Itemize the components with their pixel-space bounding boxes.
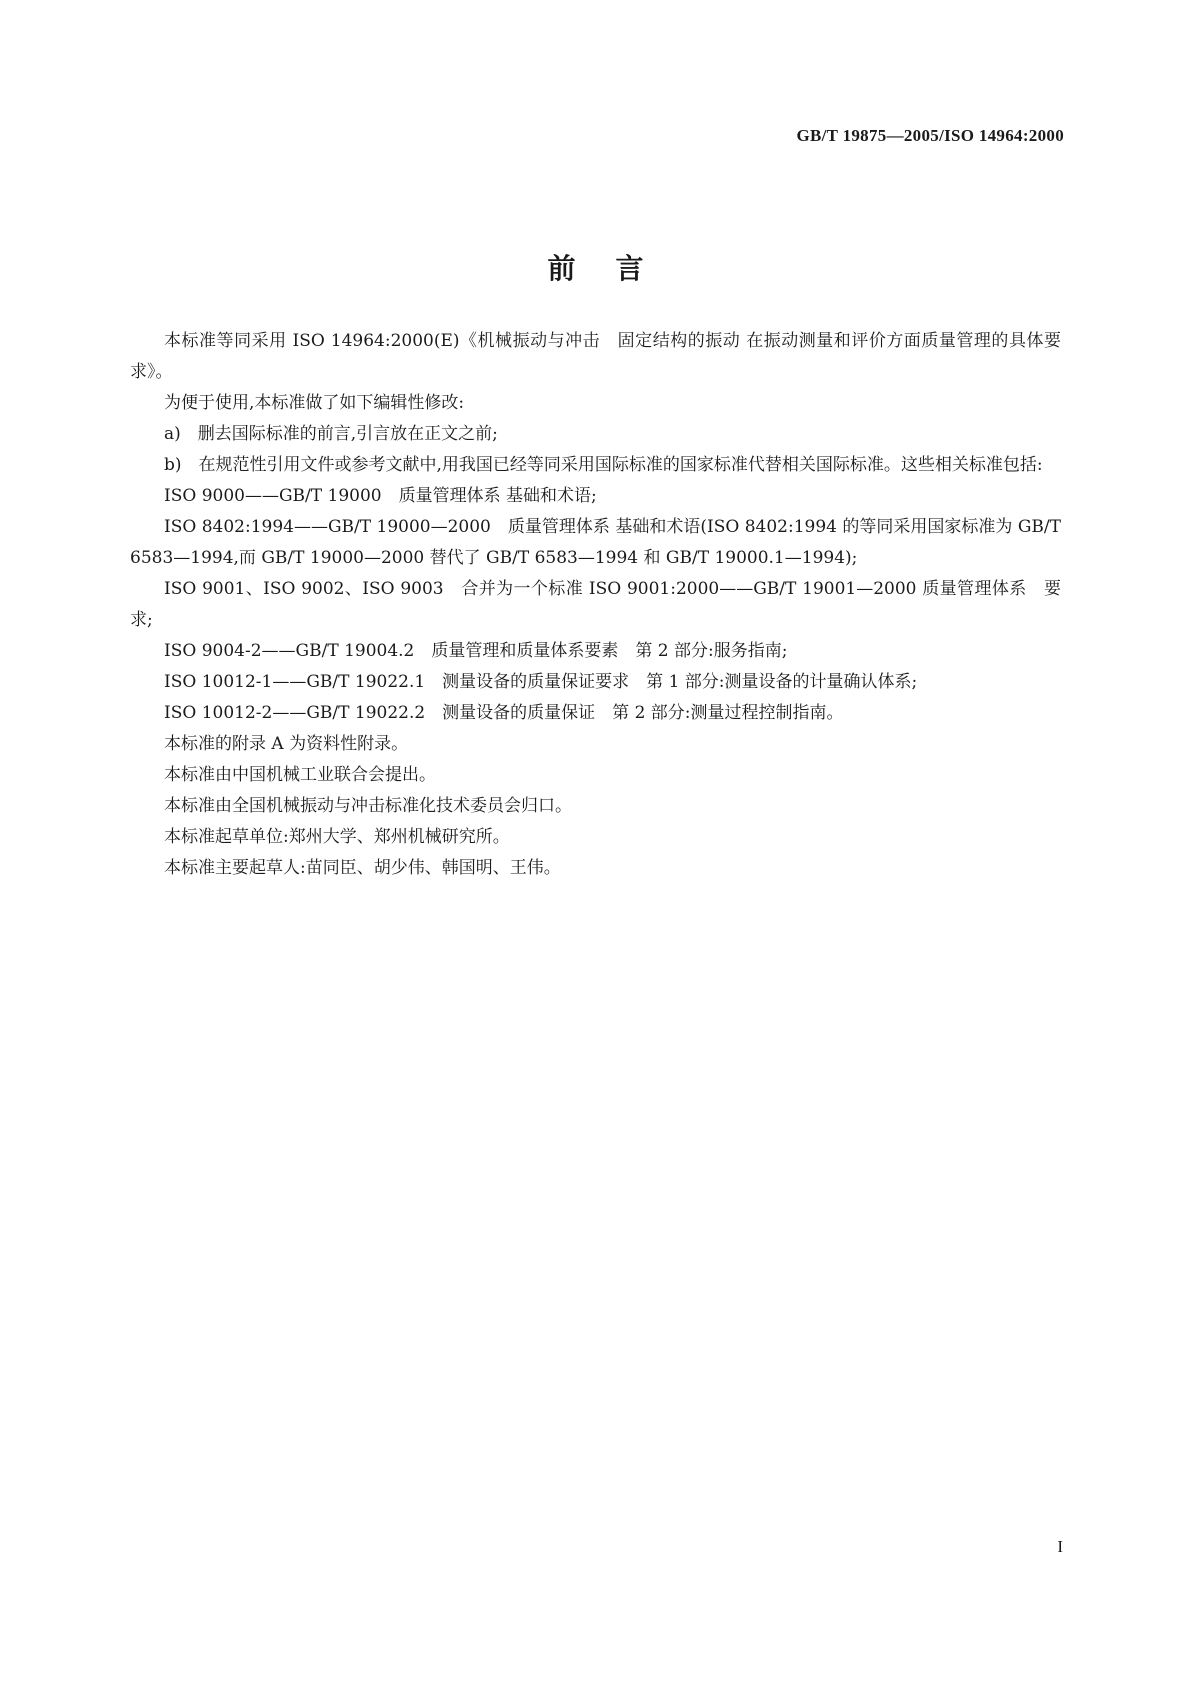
reference-iso-10012-2: ISO 10012-2——GB/T 19022.2 测量设备的质量保证 第 2 部分:测量过程控制指南。 — [164, 703, 844, 723]
paragraph-proposer: 本标准由中国机械工业联合会提出。 — [164, 765, 436, 785]
standard-number: GB/T 19875—2005/ISO 14964:2000 — [796, 126, 1064, 145]
paragraph-annex: 本标准的附录 A 为资料性附录。 — [164, 734, 409, 754]
paragraph-drafters: 本标准主要起草人:苗同臣、胡少伟、韩国明、王伟。 — [164, 858, 561, 878]
paragraph-adoption: 本标准等同采用 ISO 14964:2000(E)《机械振动与冲击 固定结构的振动 在振动测量和评价方面质量管理的具体要求》。 — [130, 331, 1061, 382]
page-number: I — [1057, 1537, 1063, 1556]
reference-iso-10012-1: ISO 10012-1——GB/T 19022.1 测量设备的质量保证要求 第 1 部分:测量设备的计量确认体系; — [164, 672, 918, 692]
list-item-b: b) 在规范性引用文件或参考文献中,用我国已经等同采用国际标准的国家标准代替相关国际标准。这些相关标准包括: — [164, 455, 1043, 475]
paragraph-drafting-units: 本标准起草单位:郑州大学、郑州机械研究所。 — [164, 827, 510, 847]
list-item-a: a) 删去国际标准的前言,引言放在正文之前; — [164, 424, 498, 444]
page-title: 前言 — [547, 251, 684, 285]
paragraph-committee: 本标准由全国机械振动与冲击标准化技术委员会归口。 — [164, 796, 572, 816]
reference-iso-9000: ISO 9000——GB/T 19000 质量管理体系 基础和术语; — [164, 486, 597, 506]
foreword-body — [130, 326, 1061, 884]
reference-iso-8402: ISO 8402:1994——GB/T 19000—2000 质量管理体系 基础和术语(ISO 8402:1994 的等同采用国家标准为 GB/T 6583—1994,而 GB/T 19000—2000 替代了 GB/T 6583—1994 和 GB/T 19000.1—1994); — [130, 517, 1061, 568]
reference-iso-9004-2: ISO 9004-2——GB/T 19004.2 质量管理和质量体系要素 第 2 部分:服务指南; — [164, 641, 788, 661]
reference-iso-9001: ISO 9001、ISO 9002、ISO 9003 合并为一个标准 ISO 9001:2000——GB/T 19001—2000 质量管理体系 要求; — [130, 579, 1061, 630]
paragraph-edits-intro: 为便于使用,本标准做了如下编辑性修改: — [164, 393, 465, 413]
